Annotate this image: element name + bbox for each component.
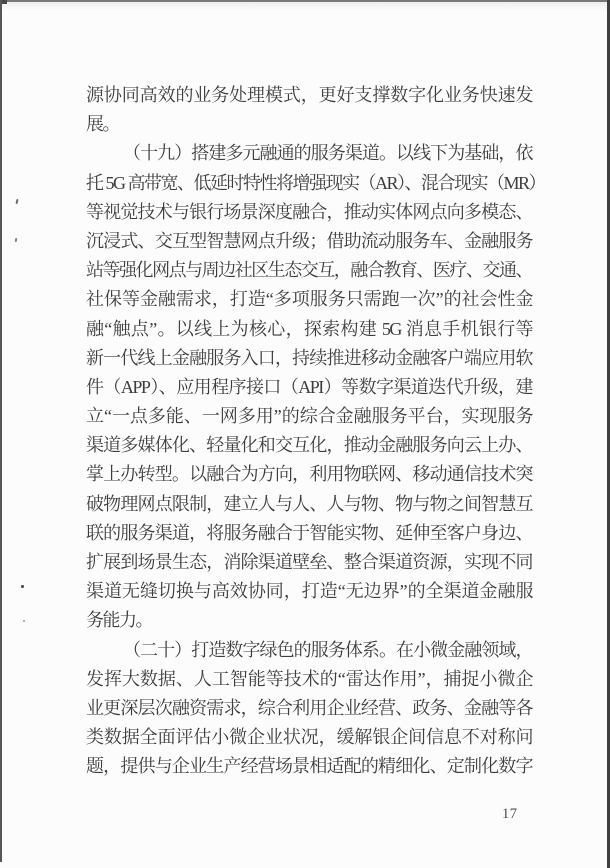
text-line: 托 5G 高带宽、低延时特性将增强现实（AR）、混合现实（MR）: [86, 172, 546, 193]
text-line: 等视觉技术与银行场景深度融合，推动实体网点向多模态、: [86, 201, 532, 222]
text-line: 掌上办转型。以融合为方向，利用物联网、移动通信技术突: [86, 464, 532, 485]
text-line: （十九）搭建多元融通的服务渠道。以线下为基础，依: [123, 143, 532, 164]
text-line: 业更深层次融资需求，综合利用企业经营、政务、金融等各: [86, 697, 532, 718]
text-line: 类数据全面评估小微企业状况，缓解银企间信息不对称问: [86, 727, 532, 748]
scan-edge-top-shadow: [0, 2, 610, 10]
scan-speck: [23, 620, 25, 622]
text-line: 发挥大数据、人工智能等技术的“雷达作用”，捕捉小微企: [86, 668, 532, 689]
text-line: 题，提供与企业生产经营场景相适配的精细化、定制化数字: [86, 756, 532, 777]
text-line: 立“一点多能、一网多用”的综合金融服务平台，实现服务: [86, 406, 532, 427]
text-line: 渠道多媒体化、轻量化和交互化，推动金融服务向云上办、: [86, 435, 532, 456]
text-line: 站等强化网点与周边社区生态交互，融合教育、医疗、交通、: [86, 260, 532, 281]
text-line: 社保等金融需求，打造“多项服务只需跑一次”的社会性金: [86, 289, 532, 310]
text-line: 展。: [86, 114, 119, 135]
text-line: 破物理网点限制，建立人与人、人与物、物与物之间智慧互: [86, 493, 532, 514]
scan-speck: [15, 199, 18, 204]
page-number: 17: [502, 806, 518, 822]
text-line: 扩展到场景生态，消除渠道壁垒、整合渠道资源，实现不同: [86, 552, 532, 572]
text-line: 务能力。: [86, 610, 152, 631]
document-body-text: [86, 81, 546, 782]
text-line: （二十）打造数字绿色的服务体系。在小微金融领域，: [123, 639, 532, 660]
scan-speck: [15, 238, 18, 242]
text-line: 融“触点”。以线上为核心，探索构建 5G 消息手机银行等: [86, 318, 532, 339]
text-line: 源协同高效的业务处理模式，更好支撑数字化业务快速发: [86, 85, 532, 105]
scan-speck: [21, 585, 24, 588]
text-line: 件（APP）、应用程序接口（API）等数字渠道迭代升级，建: [86, 376, 532, 397]
scan-edge-left: [0, 0, 2, 862]
text-line: 新一代线上金融服务入口，持续推进移动金融客户端应用软: [86, 347, 532, 368]
text-line: 沉浸式、交互型智慧网点升级；借助流动服务车、金融服务: [86, 230, 532, 251]
text-line: 渠道无缝切换与高效协同，打造“无边界”的全渠道金融服: [86, 581, 532, 602]
text-line: 联的服务渠道，将服务融合于智能实物、延伸至客户身边、: [86, 522, 532, 543]
